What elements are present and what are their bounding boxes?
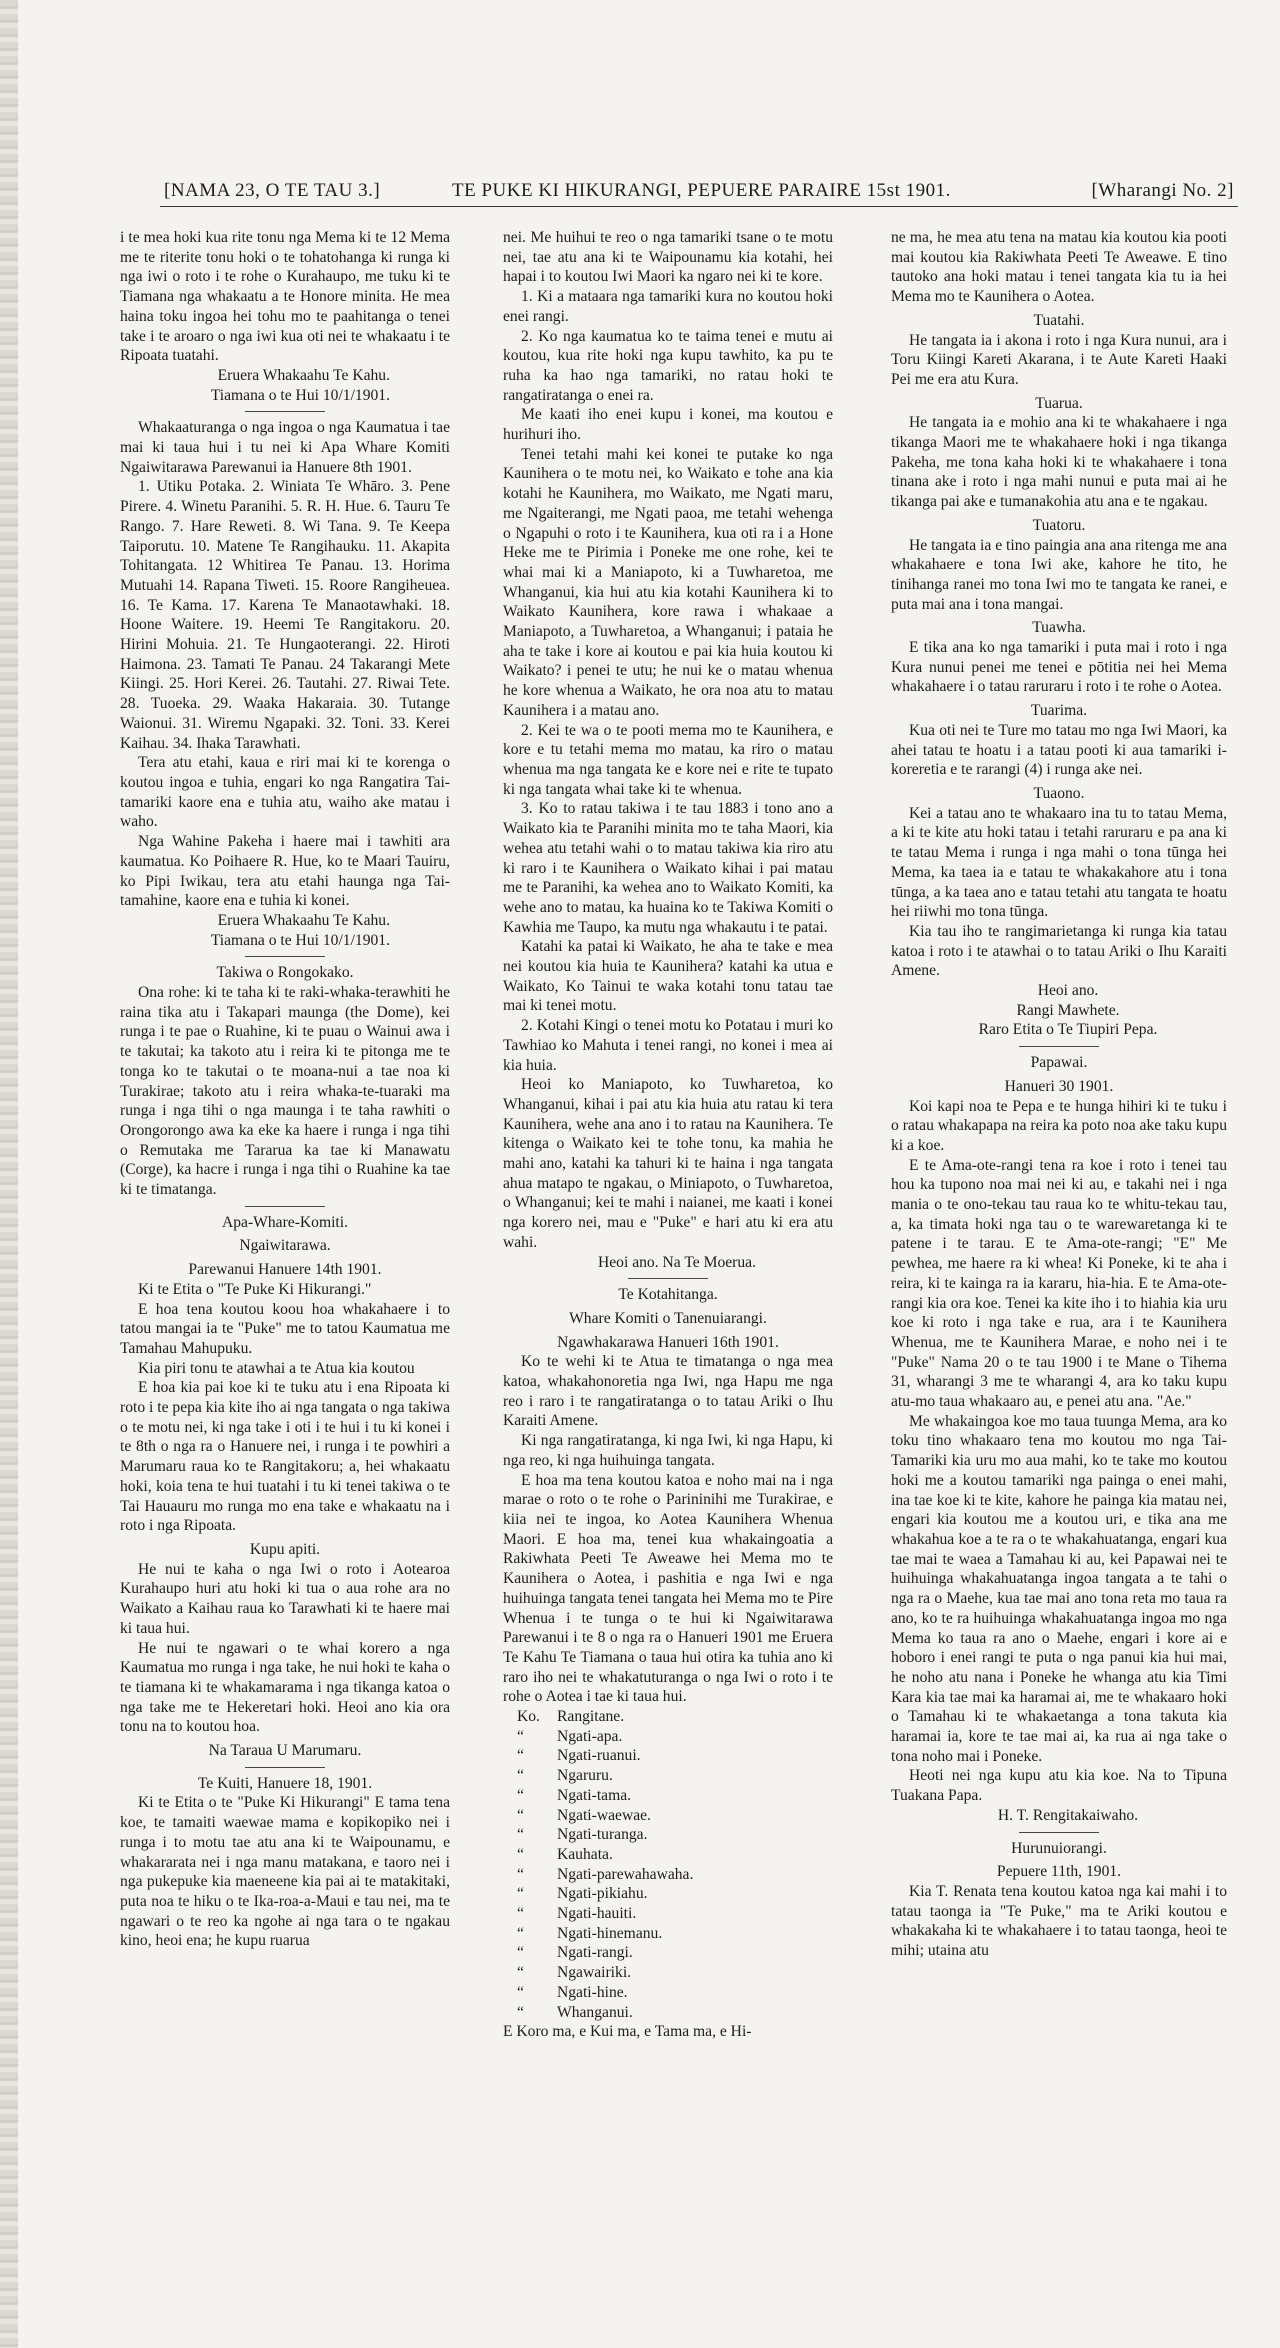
signature: Raro Etita o Te Tiupiri Pepa. xyxy=(978,1021,1158,1039)
section-heading: Tuatoru. xyxy=(1032,516,1086,534)
article-heading: Te Kotahitanga. xyxy=(618,1286,718,1304)
ditto-mark: “ xyxy=(517,1845,524,1863)
scan-edge xyxy=(0,0,18,2348)
paragraph: 3. Ko to ratau takiwa i te tau 1883 i tono ano a Waikato kia te Paranihi minita mo te taha Maori, kia wehea atu tetahi wahi o to matau takiwa kia riro atu ki raro i te Kaunihera o Waikato kihai i pai matau me te Paranihi, ka wehea ano to Waikato Komiti, ka wehe ano to matau, ka huaina ko te Takiwa Komiti o Kawhia me Taupo, ka mutu nga whakautu i te patai. xyxy=(503,800,833,936)
ditto-mark: “ xyxy=(517,1767,524,1785)
list-item xyxy=(517,1924,833,1944)
ditto-mark: “ xyxy=(517,1747,524,1765)
article-heading: Takiwa o Rongokako. xyxy=(216,964,354,982)
paragraph: Kia piri tonu te atawhai a te Atua kia koutou xyxy=(138,1359,415,1377)
list-text: Ngati-apa. xyxy=(557,1727,623,1745)
ditto-mark: “ xyxy=(517,1806,524,1824)
paragraph: Heoi ko Maniapoto, ko Tuwharetoa, ko Whanganui, kihai i pai atu kia huia atu ratau ki tera Kaunihera, wehe ana ano i to ratau na Kaunihera. Te kitenga o Waikato kei te tohe tonu, ka mahia he mahi ano, katahi ka tahuri ki te haina i nga tangata ahua matapo te ngakau, o Miniapoto, o Tuwharetoa, o Whanganui; kei te mahi i naianei, me kaati i konei nga korero nei, mau e "Puke" e hari atu ki era atu wahi. xyxy=(503,1076,833,1251)
ditto-mark: “ xyxy=(517,1964,524,1982)
paragraph: Tenei tetahi mahi kei konei te putake ko nga Kaunihera o te motu nei, ko Waikato e tohe ana kia kotahi he Kaunihera, mo Waikato, me Ngati maru, me Ngaiterangi, me Ngati paoa, me tetahi wehenga o Ngapuhi o roto i te Kaunihera, kua oti ra i a Hone Heke me te Pirimia i Poneke me one rohe, kei te whai mai ki a Maniapoto, ki a Tuwharetoa, me Whanganui, kia hui atu kia kotahi Kaunihera ki to Waikato Kaunihera, kore rawa i whakaae a Maniapoto, a Tuwharetoa, a Whanganui; i pataia he aha te take i kore ai koutou e pai kia huia koutou ki Waikato? i penei te utu; he nui ke o matau whenua he kore whenua a Waikato, he ora noa atu to matau Kaunihera i a matau ano. xyxy=(503,445,833,719)
paragraph: E hoa kia pai koe ki te tuku atu i ena Ripoata ki roto i te pepa kia kite iho ai nga tangata o nga takiwa o te motu nei, ki nga take i oti i te hui i tu ki konei i te 8th o nga ra o Hanuere nei, i runga i te powhiri a Marumaru raua ko te Rangitakoru; a, hei whakaatu hoki, koia tena te hui tuatahi i tu ki tenei takiwa o te Tai Hauauru mo runga mo ena take e whakaatu na i roto i nga Ripoata. xyxy=(120,1379,450,1535)
list-item xyxy=(517,1786,833,1806)
page-header xyxy=(160,176,1238,207)
ditto-mark: “ xyxy=(517,1826,524,1844)
signature: Tiamana o te Hui 10/1/1901. xyxy=(210,386,390,404)
paragraph: He nui te kaha o nga Iwi o roto i Aotearoa Kurahaupo huri atu hoki ki tua o aua rohe ara no Waikato a Kaihau raua ko Tarawhati ki te haere mai ki taua hui. xyxy=(120,1560,450,1637)
paragraph: 2. Kei te wa o te pooti mema mo te Kaunihera, e kore e tu tetahi mema mo matau, ka riro o matau whenua ma nga tangata ke e kore nei e rite te tupato ki nga tangata whai take ki te whenua. xyxy=(503,721,833,798)
article-signature: Na Taraua U Marumaru. xyxy=(208,1742,362,1760)
list-label: Ko. xyxy=(517,1708,540,1726)
column-3 xyxy=(891,228,1227,1961)
list-text: Rangitane. xyxy=(557,1708,625,1726)
list-item xyxy=(517,1963,833,1983)
divider xyxy=(245,1767,325,1768)
list-text: Ngati-pikiahu. xyxy=(557,1885,648,1903)
list-text: Ngati-ruanui. xyxy=(557,1747,641,1765)
paragraph: E te Ama-ote-rangi tena ra koe i roto i tenei tau hou ka tupono noa mai nei ki au, e takahi nei i nga mania o te ono-tekau tau raua ko te whitu-tekau tau, a, ka timata hoki nga tau o te warewaretanga ki te patene i te tarau. E te Ama-ote-rangi; "E" Me pewhea, me haere ra ki whea! Ki Poneke, ki te aha i reira, ki te kainga ra ia kararu, hia-hia. E te Ama-ote-rangi kia ora koe. Tenei ka kite iho i to hiahia kia uru koe ki roto i nga take e rua, ara i te Kaunihera Whenua, me te Kaunihera Marae, e noho nei i te "Puke" Nama 20 o te tau 1900 i te Mane o Tihema 31, wharangi 3 me te wharangi 4, ara ko taku kupu atu-mo taua whakaaro au, e penei atu ana. "Ae." xyxy=(891,1156,1227,1411)
section-heading: Tuarima. xyxy=(1030,702,1088,720)
issue-number: [NAMA 23, O TE TAU 3.] xyxy=(164,180,381,201)
article-subheading: Ngaiwitarawa. xyxy=(239,1237,331,1255)
list-text: Kauhata. xyxy=(557,1845,613,1863)
paragraph: Tera atu etahi, kaua e riri mai ki te korenga o koutou ingoa e tuhia, engari ko nga Rangatira Tai-tamariki kaore ena e tuhia atu, waiho ake matau i waho. xyxy=(120,754,450,831)
article-dateline: Ngawhakarawa Hanueri 16th 1901. xyxy=(557,1333,779,1351)
ditto-mark: “ xyxy=(517,1924,524,1942)
ditto-mark: “ xyxy=(517,1905,524,1923)
list-text: Ngati-hinemanu. xyxy=(557,1924,663,1942)
paragraph: E hoa tena koutou koou hoa whakahaere i to tatou mangai ia te "Puke" me to tatou Kaumatua me Tamahau Mahupuku. xyxy=(120,1300,450,1357)
list-item xyxy=(517,1865,833,1885)
signature: Tiamana o te Hui 10/1/1901. xyxy=(210,931,390,949)
column-1 xyxy=(120,228,450,1951)
article-dateline: Pepuere 11th, 1901. xyxy=(996,1863,1122,1881)
signature: Heoi ano. Na Te Moerua. xyxy=(598,1253,756,1271)
divider xyxy=(245,411,325,412)
divider xyxy=(245,1206,325,1207)
signature: Eruera Whakaahu Te Kahu. xyxy=(217,911,390,929)
list-text: Ngati-rangi. xyxy=(557,1944,633,1962)
article-subheading: Kupu apiti. xyxy=(249,1541,321,1558)
list-text: Ngaruru. xyxy=(557,1767,613,1785)
list-item xyxy=(517,1983,833,2003)
section-heading: Tuawha. xyxy=(1032,619,1086,637)
signature: Rangi Mawhete. xyxy=(1016,1001,1120,1019)
list-item xyxy=(517,1884,833,1904)
masthead-title: TE PUKE KI HIKURANGI, PEPUERE PARAIRE 15st 1901. xyxy=(452,180,951,201)
paragraph: Kei a tatau ano te whakaaro ina tu to tatau Mema, a ki te kite atu hoki tatau i tetahi raruraru e pa ana ki te tatau Mema i runga i nga mahi o tona tūnga hei Mema, ka taea ia e tatau te whakakahore atu i tona tūnga, a ka taea ano e tatau tetahi atu tangata te hoatu hei riiwhi mo tona tūnga. xyxy=(891,804,1227,921)
list-item xyxy=(517,1727,833,1747)
list-item xyxy=(517,1845,833,1865)
paragraph: E Koro ma, e Kui ma, e Tama ma, e Hi- xyxy=(503,2023,752,2041)
ditto-mark: “ xyxy=(517,1885,524,1903)
list-item xyxy=(517,1904,833,1924)
paragraph: E hoa ma tena koutou katoa e noho mai na i nga marae o roto o te rohe o Parininihi me Turakirae, e kiia nei te ingoa, ko Aotea Kaunihera Whenua Maori. E hoa ma, tenei kua whakaingoatia a Rakiwhata Peeti Te Aweawe hei Mema mo te Kaunihera o Aotea, i pashitia e nga Iwi e nga huihuinga tangata tenei tangata hei Mema mo te Pire Whenua i te tunga o te hui ki Ngaiwitarawa Parewanui i te 8 o nga ra o Hanueri 1901 me Eruera Te Kahu Te Tiamana o taua hui otira ka tuhia ano ki raro iho nei te whakatuturanga o nga Iwi o roto i te rohe o Aotea i tae ki taua hui. xyxy=(503,1471,833,1706)
list-text: Ngawairiki. xyxy=(557,1964,632,1982)
attendee-list: 1. Utiku Potaka. 2. Winiata Te Whāro. 3. Pene Pirere. 4. Winetu Paranihi. 5. R. H. Hue. 6. Tauru Te Rango. 7. Hare Reweti. 8. Wi Tana. 9. Te Keepa Taiporutu. 10. Matene Te Rangihauku. 11. Akapita Tohitangata. 12 Whitirea Te Panau. 13. Horima Mutuahi 14. Rapana Tiweti. 15. Roore Rangiheuea. 16. Te Kama. 17. Karena Te Manaotawhaki. 18. Hoone Waitere. 19. Heemi Te Rangitakoru. 20. Hirini Mohuia. 21. Te Hungaoterangi. 22. Hiroti Haimona. 23. Tamati Te Panau. 24 Takarangi Mete Kiingi. 25. Hori Kerei. 26. Tautahi. 27. Riwai Tete. 28. Tuoeka. 29. Waaka Hakaraia. 30. Tutange Waionui. 31. Wiremu Ngapaki. 32. Toni. 33. Kerei Kaihau. 34. Ihaka Tarawhati. xyxy=(120,478,450,752)
paragraph: Nga Wahine Pakeha i haere mai i tawhiti ara kaumatua. Ko Poihaere R. Hue, ko te Maari Tauiru, ko Pipi Iwikau, tera atu etahi haunga nga Tai-tamahine, kaore ena e tuhia ki konei. xyxy=(120,833,450,910)
divider xyxy=(628,1278,708,1279)
paragraph: Me whakaingoa koe mo taua tuunga Mema, ara ko toku tino whakaaro tena mo koutou mo nga Tai-Tamariki kia uru mo aua mahi, ko te take mo koutou hoki me a koutou tamariki nga painga o enei mahi, ina tae koe ki te kite, kahore he painga kia matau nei, engari kia koutou me a koutou uri, e tika ana me whakahua koe a te ra o te whakahuatanga, engari kua tae mai te waea a Tamahau ki au, kei Papawai nei te huihuinga whakahuatanga ingoa tangata a te tahi o nga ra o Maehe, kua tae mai ano tona reta mo taua ra ano, ko te ra huihuinga whakahuatanga ingoa mo nga Mema ko taua ra ano o Maehe, engari i kore ai e hoboro i enei rangi te puta o nga panui kia hui mai, he noho atu nana i Poneke he whanga atu kia Timi Kara kia tae mai ka haramai ai, me te whakaaro hoki o Tamahau ki te whakaetanga a tona takuta kia haramai ia, kore te tae mai ai, ka rua ai nga take o tona noho mai i Poneke. xyxy=(891,1412,1227,1765)
paragraph: Ki te Etita o "Te Puke Ki Hikurangi." xyxy=(138,1280,372,1298)
list-text: Ngati-hauiti. xyxy=(557,1905,637,1923)
paragraph: Me kaati iho enei kupu i konei, ma koutou e hurihuri iho. xyxy=(503,406,833,444)
divider xyxy=(245,956,325,957)
paragraph: Ki te Etita o te "Puke Ki Hikurangi" E tama tena koe, te tamaiti waewae mama e kopikopiko nei i runga i to motu tae atu ana ki te Waipounamu, e whakararata nei i nga manu matakana, e taoro nei i nga pukepuke kia maeneene kia pai ai te matakitaki, puta noa te hiku o te Ika-roa-a-Maui e tau nei, ma te ngawari o te reo ka ngohe ai nga tara o te ngakau kino, heoi ena; he kupu ruarua xyxy=(120,1794,450,1950)
paragraph: Kia tau iho te rangimarietanga ki runga kia tatau katoa i roto i te atawhai o to tatau Ariki o Ihu Karaiti Amene. xyxy=(891,922,1227,980)
article-subheading: Whare Komiti o Tanenuiarangi. xyxy=(569,1309,767,1327)
list-item xyxy=(517,1746,833,1766)
paragraph: He tangata ia e mohio ana ki te whakahaere i nga tikanga Maori me te whakahaere hoki i nga tikanga Pakeha, me tona kaha hoki ki te whakahaere i tona tinana ake i roto i nga mahi nunui e puta mai ai he tikanga pai ake e tumanakohia atu ana e te ngakau. xyxy=(891,414,1227,511)
list-text: Ngati-waewae. xyxy=(557,1806,651,1824)
list-item xyxy=(517,1825,833,1845)
list-text: Ngati-parewahawaha. xyxy=(557,1865,694,1883)
signature: H. T. Rengitakaiwaho. xyxy=(997,1806,1139,1824)
paragraph: Heoti nei nga kupu atu kia koe. Na to Tipuna Tuakana Papa. xyxy=(891,1767,1227,1805)
list-text: Ngati-turanga. xyxy=(557,1826,648,1844)
page-number: [Wharangi No. 2] xyxy=(1091,180,1234,201)
ditto-mark: “ xyxy=(517,1944,524,1962)
paragraph: Katahi ka patai ki Waikato, he aha te take e mea nei koutou kia huia te Kaunihera? katahi ka utua e Waikato, Ko Tainui te waka kotahi tonu tatau tae mai ki tenei motu. xyxy=(503,938,833,1015)
paragraph: 1. Ki a mataara nga tamariki kura no koutou hoki enei rangi. xyxy=(503,288,833,325)
article-heading: Apa-Whare-Komiti. xyxy=(222,1213,348,1231)
section-heading: Tuaono. xyxy=(1033,784,1085,802)
article-heading: Hurunuiorangi. xyxy=(1011,1839,1107,1857)
paragraph: He nui te ngawari o te whai korero a nga Kaumatua mo runga i nga take, he nui hoki te kaha o te tiamana ki te whakamarama i nga tikanga katoa o nga take me te Hekeretari hoki. Heoi ano kia ora tonu na to koutou hoa. xyxy=(120,1639,450,1736)
paragraph: 2. Kotahi Kingi o tenei motu ko Potatau i muri ko Tawhiao ko Mahuta i tenei rangi, no konei i mea ai kia huia. xyxy=(503,1017,833,1074)
signature: Heoi ano. xyxy=(1037,982,1099,1000)
article-dateline: Hanueri 30 1901. xyxy=(1004,1077,1114,1095)
list-item xyxy=(517,1943,833,1963)
article-dateline: Te Kuiti, Hanuere 18, 1901. xyxy=(197,1774,373,1792)
list-item xyxy=(517,1806,833,1826)
paragraph: Ki nga rangatiratanga, ki nga Iwi, ki nga Hapu, ki nga reo, ki nga huihuinga tangata. xyxy=(503,1432,833,1469)
paragraph: Kia T. Renata tena koutou katoa nga kai mahi i to tatau taonga ia "Te Puke," ma te Ariki koutou e whakakaha ki te whakahaere i to tatau taonga, heoi te mihi; utaina atu xyxy=(891,1882,1227,1960)
list-item xyxy=(517,1766,833,1786)
list-item xyxy=(517,2003,833,2023)
section-heading: Tuarua. xyxy=(1035,394,1083,412)
paragraph: He tangata ia e tino paingia ana ana ritenga me ana whakahaere e tona Iwi ake, kahore he tito, he tinihanga ranei mo tona Iwi mo te tangata ke ranei, e puta mai ana i tona mangai. xyxy=(891,536,1227,613)
signature: Eruera Whakaahu Te Kahu. xyxy=(217,366,390,384)
ditto-mark: “ xyxy=(517,1727,524,1745)
ditto-mark: “ xyxy=(517,1865,524,1883)
paragraph: Kua oti nei te Ture mo tatau mo nga Iwi Maori, ka ahei tatau te hoatu i a tatau pooti ki aua tamariki i-koreretia e te rarangi (4) i runga ake nei. xyxy=(891,721,1227,779)
paragraph: ne ma, he mea atu tena na matau kia koutou kia pooti mai koutou kia Rakiwhata Peeti Te Aweawe. E tino tautoko ana hoki matau i tenei tangata kia tu ia hei Mema mo te Kaunihera o Aotea. xyxy=(891,229,1227,306)
paragraph: He tangata ia i akona i roto i nga Kura nunui, ara i Toru Kiingi Kareti Akarana, i te Aute Kareti Haaki Pei me era atu Kura. xyxy=(891,331,1227,388)
paragraph: Whakaaturanga o nga ingoa o nga Kaumatua i tae mai ki taua hui i tu nei ki Apa Whare Komiti Ngaiwitarawa Parewanui ia Hanuere 8th 1901. xyxy=(120,419,450,476)
section-heading: Tuatahi. xyxy=(1033,311,1085,329)
article-heading: Papawai. xyxy=(1030,1054,1088,1072)
paragraph: 2. Ko nga kaumatua ko te taima tenei e mutu ai koutou, kua rite hoki nga kupu tawhito, ka pu te ruha ka hao nga tamariki, no ratau hoki te rangatiratanga o enei ra. xyxy=(503,327,833,404)
ditto-mark: “ xyxy=(517,2003,524,2021)
divider xyxy=(1019,1046,1099,1047)
divider xyxy=(1019,1832,1099,1833)
paragraph: E tika ana ko nga tamariki i puta mai i roto i nga Kura nunui penei me tenei e pōtitia nei hei Mema whakahaere i o tatau raruraru i roto i te rohe o Aotea. xyxy=(891,639,1227,696)
list-item xyxy=(517,1707,833,1727)
ditto-mark: “ xyxy=(517,1983,524,2001)
ditto-mark: “ xyxy=(517,1786,524,1804)
list-text: Ngati-hine. xyxy=(557,1983,628,2001)
paragraph: Koi kapi noa te Pepa e te hunga hihiri ki te tuku i o ratau whakapapa na reira ka poto noa ake taku kupu ki a koe. xyxy=(891,1097,1227,1154)
column-2 xyxy=(503,228,833,2042)
tribe-list xyxy=(503,1707,833,2022)
list-text: Ngati-tama. xyxy=(557,1786,632,1804)
paragraph: i te mea hoki kua rite tonu nga Mema ki te 12 Mema me te riterite tonu hoki o te tohatohanga ki runga ki nga iwi o roto i te rohe o Kurahaupo, me tuku ki te Tiamana nga whakaatu a te Honore minita. He mea haina toku ingoa hei tohu mo te paahitanga o tenei take i te aroaro o nga iwi kua oti nei te whakaatu i te Ripoata tuatahi. xyxy=(120,229,450,365)
paragraph: nei. Me huihui te reo o nga tamariki tsane o te motu nei, tae atu ana ki te Waipounamu kia kotahi, hei hapai i to koutou Iwi Maori ka ngaro nei ki te kore. xyxy=(503,229,833,286)
paragraph: Ko te wehi ki te Atua te timatanga o nga mea katoa, whakahonoretia nga Iwi, nga Hapu me nga reo i raro i te rangatiratanga o to tatau Ariki o Ihu Karaiti Amene. xyxy=(503,1353,833,1430)
list-text: Whanganui. xyxy=(557,2003,633,2021)
paragraph: Ona rohe: ki te taha ki te raki-whaka-terawhiti he raina tika atu i Takapari maunga (the Dome), kei runga i te pae o Ruahine, ki te puau o Wainui awa i te takutai; ka takoto atu i reira ki te pitonga me te tonga ko te takutai o te moana-nui a tae noa ki Turakirae; takoto atu i reira whaka-te-tuaraki ma runga i nga tihi o nga maunga i te taha rawhiti o Orongorongo awa ka eke ka haere i runga i nga tihi o Remutaka me Tararua ka tae ki Manawatu (Corge), ka hacre i runga i nga tihi o Ruahine ka tae ki te timatanga. xyxy=(120,984,450,1199)
article-dateline: Parewanui Hanuere 14th 1901. xyxy=(188,1261,382,1279)
